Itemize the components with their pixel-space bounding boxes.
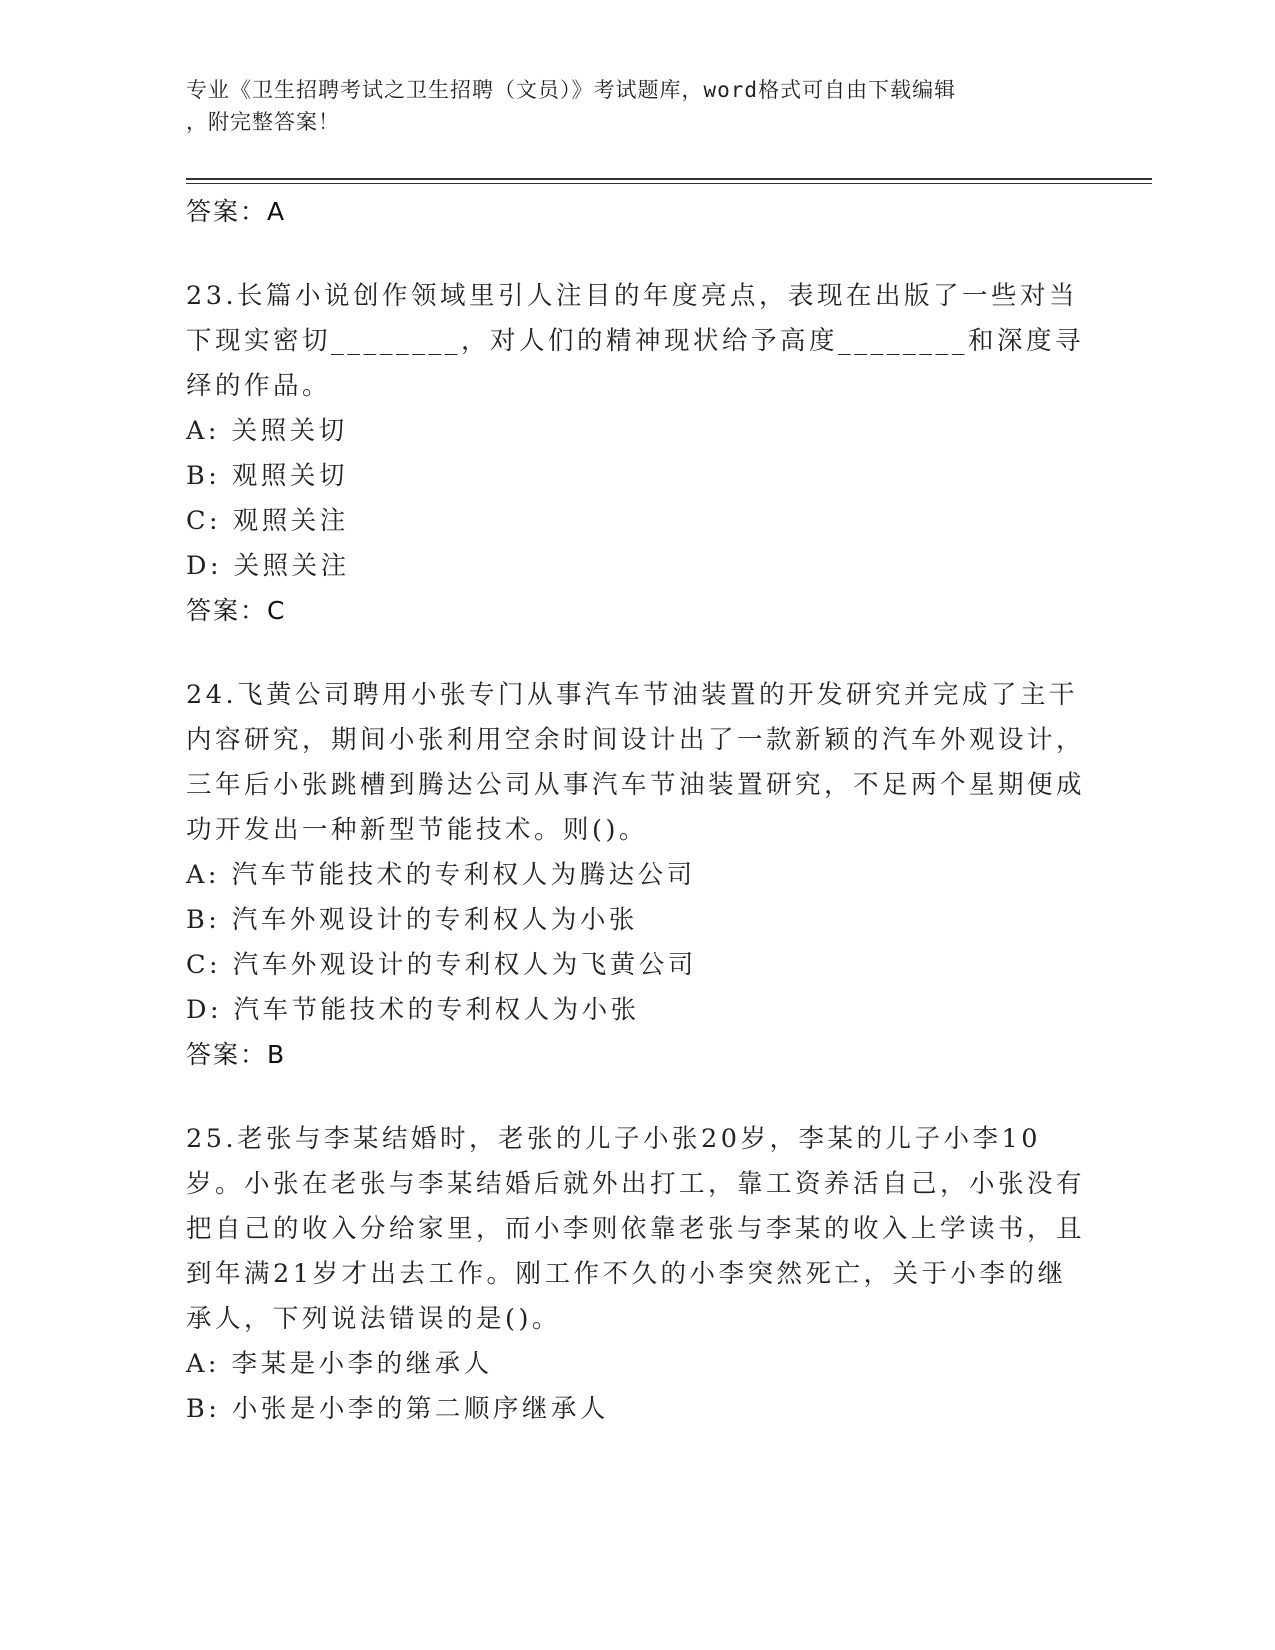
question-stem: 25.老张与李某结婚时，老张的儿子小张20岁，李某的儿子小李10岁。小张在老张与李某结婚后就外出打工，靠工资养活自己，小张没有把自己的收入分给家里，而小李则依靠老张与李某的收入上学读书，且到年满21岁才出去工作。刚工作不久的小李突然死亡，关于小李的继承人，下列说法错误的是()。 xyxy=(186,1124,1086,1334)
question-content xyxy=(186,190,1086,1432)
option-d: D: 关照关注 xyxy=(186,551,350,581)
option-c: C: 汽车外观设计的专利权人为飞黄公司 xyxy=(186,950,697,980)
question-stem: 23.长篇小说创作领域里引人注目的年度亮点，表现在出版了一些对当下现实密切________，对人们的精神现状给予高度________和深度寻绎的作品。 xyxy=(186,281,1085,401)
option-a: A: 李某是小李的继承人 xyxy=(186,1349,493,1379)
question-stem: 24.飞黄公司聘用小张专门从事汽车节油装置的开发研究并完成了主干内容研究，期间小张利用空余时间设计出了一款新颖的汽车外观设计，三年后小张跳槽到腾达公司从事汽车节油装置研究，不足两个星期便成功开发出一种新型节能技术。则()。 xyxy=(186,680,1086,845)
option-c: C: 观照关注 xyxy=(186,506,349,536)
option-d: D: 汽车节能技术的专利权人为小张 xyxy=(186,995,640,1025)
document-header xyxy=(186,74,1066,138)
option-a: A: 关照关切 xyxy=(186,416,348,446)
option-b: B: 汽车外观设计的专利权人为小张 xyxy=(186,905,638,935)
header-rule-thin xyxy=(186,183,1152,184)
answer-label: 答案：C xyxy=(186,596,287,625)
header-line-2: ，附完整答案！ xyxy=(186,110,340,134)
option-b: B: 小张是小李的第二顺序继承人 xyxy=(186,1394,609,1424)
answer-label: 答案：B xyxy=(186,1040,287,1069)
question-25 xyxy=(186,1117,1086,1432)
option-a: A: 汽车节能技术的专利权人为腾达公司 xyxy=(186,860,696,890)
question-24 xyxy=(186,673,1086,1077)
header-line-1: 专业《卫生招聘考试之卫生招聘（文员）》考试题库，word格式可自由下载编辑 xyxy=(186,78,957,102)
option-b: B: 观照关切 xyxy=(186,461,348,491)
answer-label: 答案：A xyxy=(186,197,287,226)
question-23 xyxy=(186,274,1086,633)
header-rule-thick xyxy=(186,178,1152,180)
